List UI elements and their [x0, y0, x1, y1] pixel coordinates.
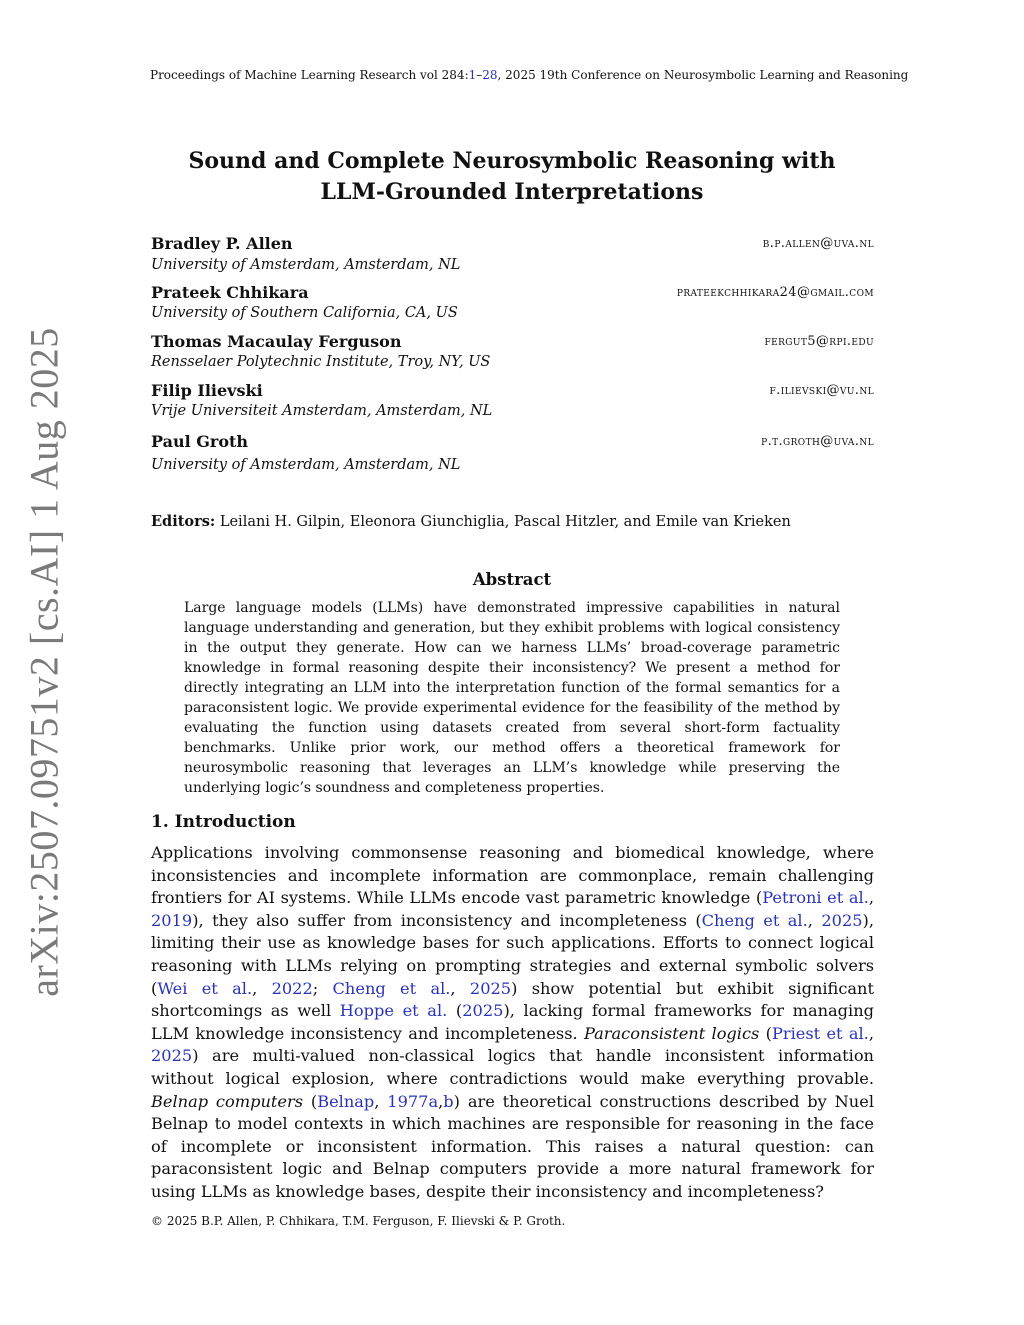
text-run: ), they also suffer from inconsistency and incompleteness (	[192, 910, 702, 930]
citation-link[interactable]: Wei et al.	[157, 978, 253, 998]
text-run: (	[447, 1001, 463, 1021]
emphasis-term: Paraconsistent logics	[583, 1023, 760, 1043]
text-run: ,	[374, 1091, 388, 1111]
page-end-link[interactable]: 28	[482, 68, 498, 82]
citation-year-link[interactable]: 2019	[151, 910, 193, 930]
author-email[interactable]: ferguт5@rpi.edu	[764, 334, 874, 349]
text-run: ,	[868, 888, 874, 908]
title-line-1: Sound and Complete Neurosymbolic Reasoning with	[188, 148, 836, 174]
section-heading: 1. Introduction	[151, 812, 296, 832]
author-name: Thomas Macaulay Ferguson	[151, 332, 402, 351]
author-name: Filip Ilievski	[151, 381, 263, 400]
citation-year-link[interactable]: 2022	[271, 978, 313, 998]
emphasis-term: Belnap computers	[151, 1091, 304, 1111]
arxiv-identifier-stamp: arXiv:2507.09751v2 [cs.AI] 1 Aug 2025	[21, 327, 67, 997]
editors-label: Editors:	[151, 513, 216, 530]
citation-link[interactable]: Petroni et al.	[762, 888, 869, 908]
text-run: ,	[252, 978, 272, 998]
citation-year-link[interactable]: 1977a	[387, 1091, 439, 1111]
text-run: ) show potential but exhibit significant shortcomings as well	[151, 978, 874, 1021]
text-run: ,	[438, 1091, 444, 1111]
author-email[interactable]: f.ilievski@vu.nl	[769, 383, 874, 398]
text-run: ), limiting their use as knowledge bases for such applications. Efforts to connect logical reasoning with LLMs relying on prompting strategies and external symbolic solvers (	[151, 910, 875, 998]
citation-link[interactable]: Belnap	[317, 1091, 375, 1111]
author-email[interactable]: b.p.allen@uva.nl	[762, 236, 874, 251]
page-start-link[interactable]: 1	[468, 68, 477, 82]
author-affiliation: University of Southern California, CA, US	[151, 305, 458, 321]
author-name: Bradley P. Allen	[151, 234, 293, 253]
author-affiliation: Rensselaer Polytechnic Institute, Troy, NY, US	[151, 354, 491, 370]
author-email[interactable]: p.t.groth@uva.nl	[761, 434, 874, 449]
citation-link[interactable]: Cheng et al.	[332, 978, 451, 998]
text-run: Applications involving commonsense reasoning and biomedical knowledge, where inconsistencies and incomplete information are commonplace, remain challenging frontiers for AI systems. While LLMs encode vast parametric knowledge (	[151, 843, 874, 908]
citation-year-link[interactable]: 2025	[151, 1046, 193, 1066]
header-dash: –	[476, 68, 483, 82]
abstract-body: Large language models (LLMs) have demonstrated impressive capabilities in natural language understanding and generation, but they exhibit problems with logical consistency in the output they generate. How can we harness LLMs’ broad-coverage parametric knowledge in formal reasoning despite their inconsistency? We present a method for directly integrating an LLM into the interpretation function of the formal semantics for a paraconsistent logic. We provide experimental evidence for the feasibility of the method by evaluating the function using datasets created from several short-form factuality benchmarks. Unlike prior work, our method offers a theoretical framework for neurosymbolic reasoning that leverages an LLM’s knowledge while preserving the underlying logic’s soundness and completeness properties.	[184, 600, 840, 796]
paper-title	[150, 146, 874, 208]
citation-link[interactable]: Cheng et al.	[701, 910, 808, 930]
editors-line	[151, 513, 791, 530]
author-affiliation: University of Amsterdam, Amsterdam, NL	[151, 257, 461, 273]
editors-names: Leilani H. Gilpin, Eleonora Giunchiglia, Pascal Hitzler, and Emile van Krieken	[215, 514, 791, 530]
citation-year-link[interactable]: b	[443, 1091, 454, 1111]
copyright-footer: © 2025 B.P. Allen, P. Chhikara, T.M. Ferguson, F. Ilievski & P. Groth.	[151, 1214, 566, 1228]
text-run: (	[759, 1023, 772, 1043]
header-prefix: Proceedings of Machine Learning Research vol 284:	[150, 68, 469, 82]
intro-paragraph	[151, 842, 874, 1204]
author-affiliation: University of Amsterdam, Amsterdam, NL	[151, 457, 461, 473]
title-line-2: LLM-Grounded Interpretations	[320, 179, 704, 205]
author-email[interactable]: prateekchhikara24@gmail.com	[676, 285, 874, 300]
text-run: ,	[868, 1023, 874, 1043]
text-run: (	[303, 1091, 318, 1111]
text-run: ,	[450, 978, 470, 998]
citation-year-link[interactable]: 2025	[462, 1001, 504, 1021]
text-run: ;	[312, 978, 333, 998]
abstract-heading: Abstract	[472, 570, 552, 589]
citation-year-link[interactable]: 2025	[469, 978, 512, 998]
running-header	[150, 68, 909, 82]
author-affiliation: Vrije Universiteit Amsterdam, Amsterdam, NL	[151, 403, 493, 419]
text-run: ), lacking formal frameworks for managing LLM knowledge inconsistency and incompleteness.	[151, 1001, 874, 1043]
author-name: Paul Groth	[151, 432, 249, 451]
text-run: ) are multi-valued non-classical logics that handle inconsistent information without logical explosion, where contradictions would make everything provable.	[151, 1046, 874, 1088]
citation-link[interactable]: Priest et al.	[771, 1023, 869, 1043]
citation-link[interactable]: Hoppe et al.	[339, 1001, 448, 1021]
header-suffix: , 2025 19th Conference on Neurosymbolic Learning and Reasoning	[497, 68, 909, 82]
citation-year-link[interactable]: 2025	[821, 910, 863, 930]
text-run: ) are theoretical constructions described by Nuel Belnap to model contexts in which machines are responsible for reasoning in the face of incomplete or inconsistent information. This raises a natural question: can paraconsistent logic and Belnap computers provide a more natural framework for using LLMs as knowledge bases, despite their inconsistency and incompleteness?	[151, 1091, 874, 1201]
text-run: ,	[807, 910, 822, 930]
author-name: Prateek Chhikara	[151, 283, 309, 302]
